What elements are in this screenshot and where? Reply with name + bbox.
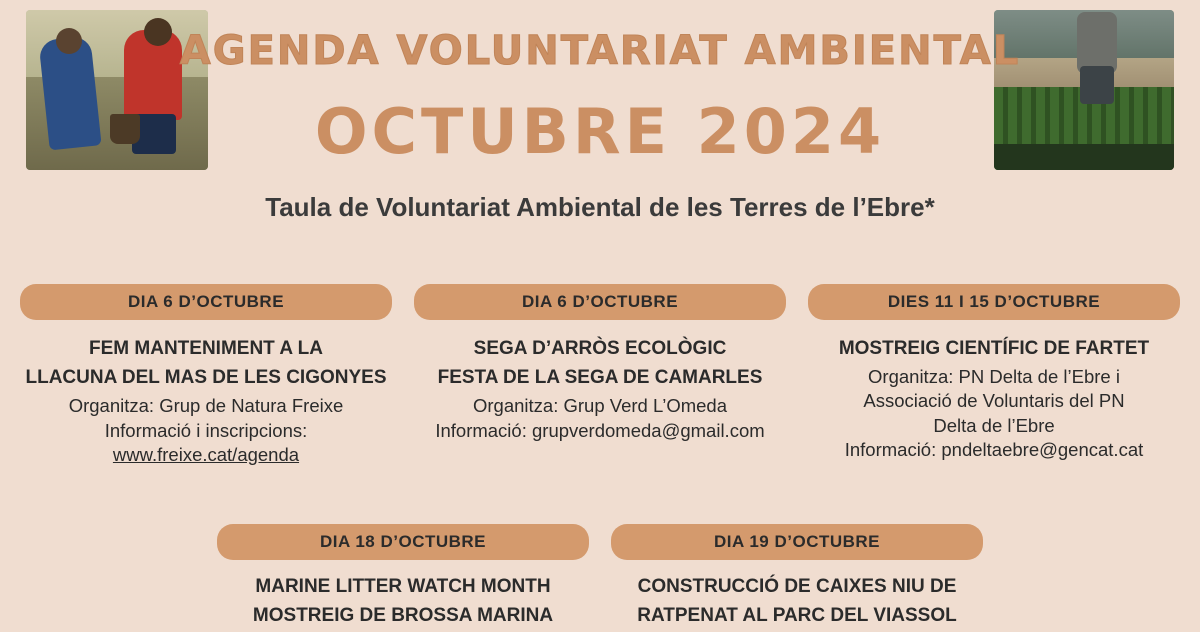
events-row-first (0, 284, 1200, 467)
event-card (20, 284, 392, 467)
event-date-badge: DIA 6 D’OCTUBRE (20, 284, 392, 320)
event-detail-line: Organitza: PN Delta de l’Ebre i (868, 366, 1120, 388)
event-body (20, 336, 392, 467)
event-title-line: FEM MANTENIMENT A LA (89, 338, 323, 359)
event-date-badge: DIES 11 I 15 D’OCTUBRE (808, 284, 1180, 320)
event-body (217, 574, 589, 628)
event-title-line: SEGA D’ARRÒS ECOLÒGIC (473, 338, 727, 359)
event-detail-line: Informació: pndeltaebre@gencat.cat (844, 439, 1144, 461)
event-body (414, 336, 786, 443)
event-title-line: CONSTRUCCIÓ DE CAIXES NIU DE (637, 576, 957, 597)
event-title-line: LLACUNA DEL MAS DE LES CIGONYES (25, 367, 387, 389)
event-card (611, 524, 983, 632)
event-detail-line: Organitza: Grup de Natura Freixe (68, 395, 344, 417)
event-title-line: MARINE LITTER WATCH MONTH (255, 576, 551, 597)
event-date-badge: DIA 19 D’OCTUBRE (611, 524, 983, 560)
event-detail-line: Informació i inscripcions: (104, 419, 308, 441)
event-card (217, 524, 589, 632)
page-tagline: Taula de Voluntariat Ambiental de les Terres de l’Ebre* (265, 192, 935, 222)
event-body (808, 336, 1180, 463)
event-title-line: MOSTREIG CIENTÍFIC DE FARTET (838, 338, 1150, 359)
events-row-second (0, 524, 1200, 632)
page-title: AGENDA VOLUNTARIAT AMBIENTAL (179, 28, 1021, 74)
event-date-badge: DIA 18 D’OCTUBRE (217, 524, 589, 560)
page-subtitle: OCTUBRE 2024 (314, 95, 886, 168)
event-link[interactable]: www.freixe.cat/agenda (112, 443, 300, 465)
event-title-line: MOSTREIG DE BROSSA MARINA (252, 605, 554, 627)
event-date-badge: DIA 6 D’OCTUBRE (414, 284, 786, 320)
event-detail-line: Delta de l’Ebre (933, 414, 1055, 436)
event-detail-line: Informació: grupverdomeda@gmail.com (435, 419, 765, 441)
event-title-line: RATPENAT AL PARC DEL VIASSOL (637, 605, 957, 627)
event-card (414, 284, 786, 467)
event-detail-line: Associació de Voluntaris del PN (863, 390, 1125, 412)
event-detail-line: Organitza: Grup Verd L’Omeda (473, 395, 727, 417)
event-card (808, 284, 1180, 467)
event-title-line: FESTA DE LA SEGA DE CAMARLES (437, 367, 763, 389)
event-body (611, 574, 983, 628)
